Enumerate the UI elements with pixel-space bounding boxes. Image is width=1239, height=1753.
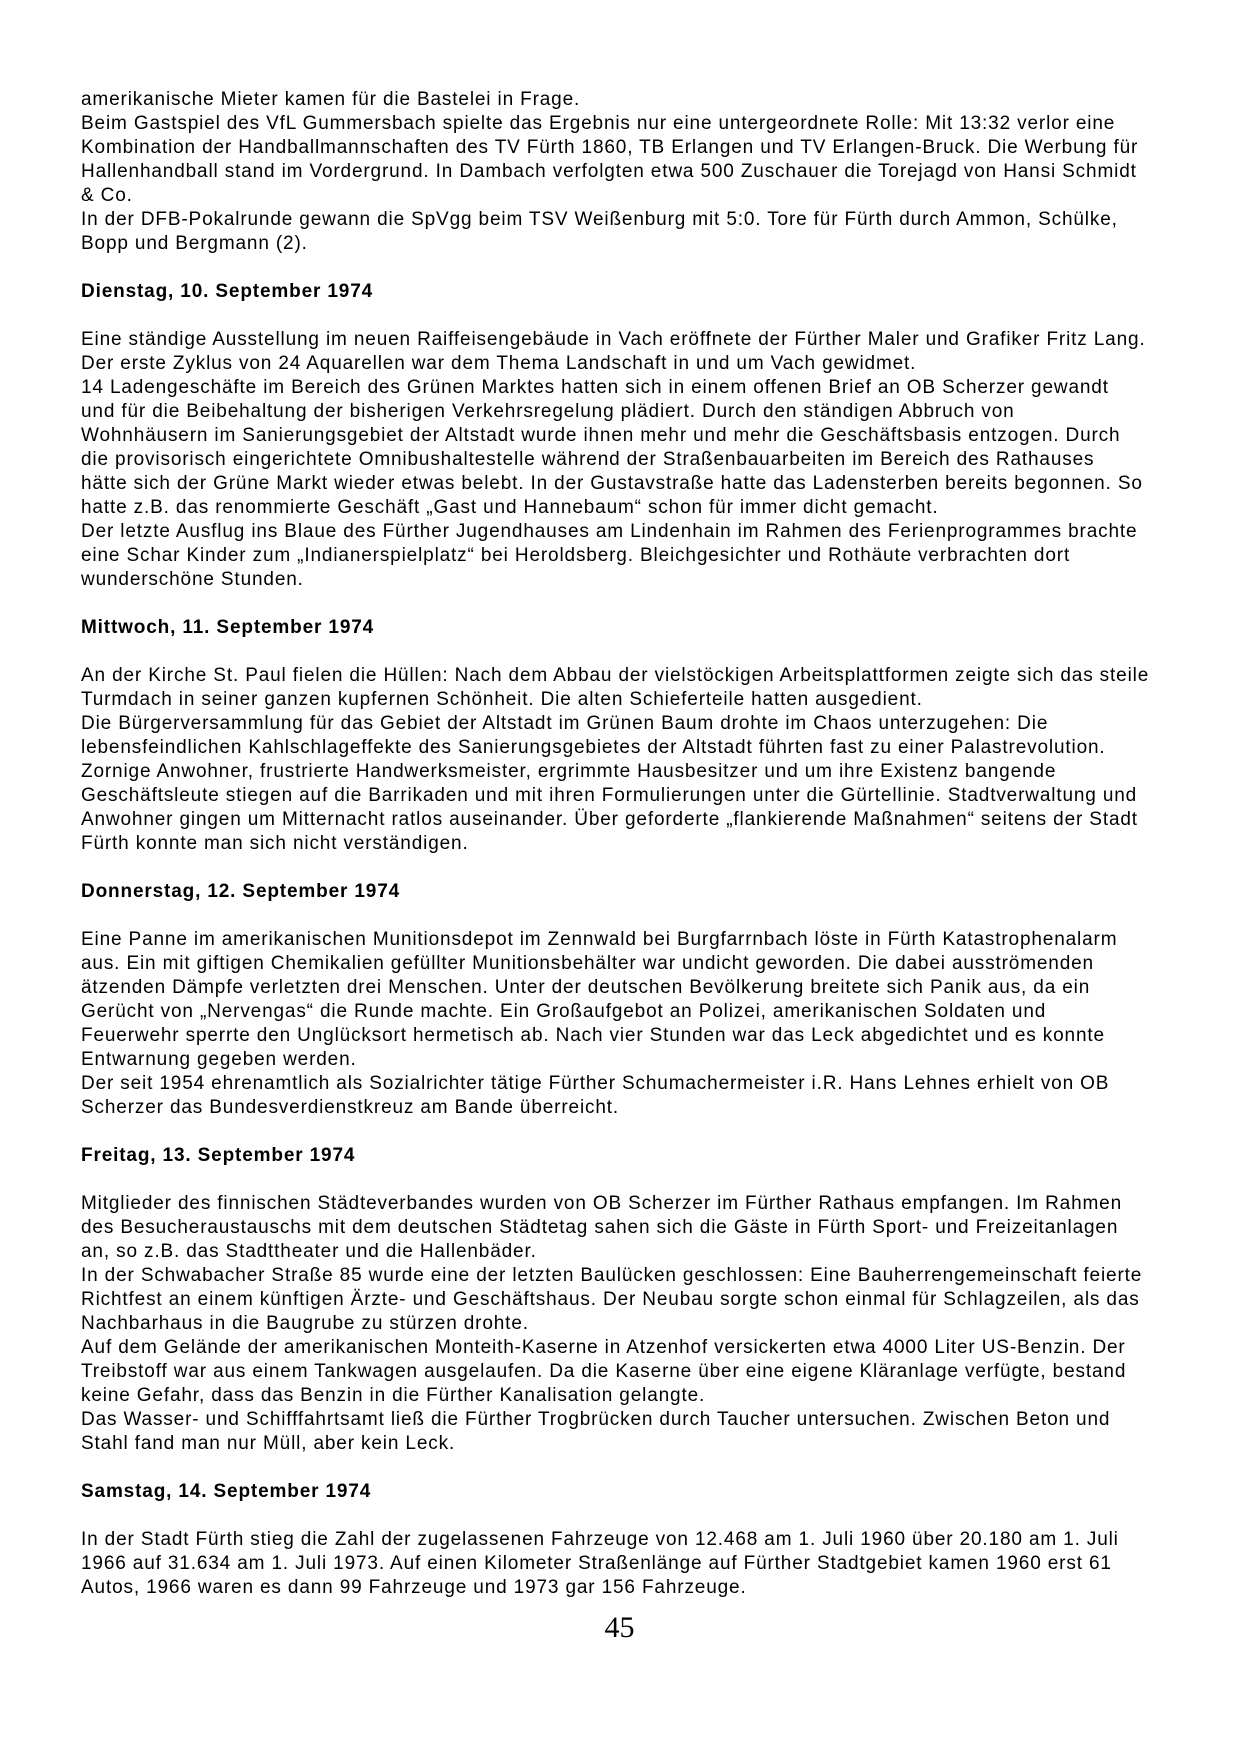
text-line: An der Kirche St. Paul fielen die Hüllen: Nach dem Abbau der vielstöckigen Arbeitsplattformen zeigte sich das steile bbox=[81, 665, 1150, 686]
text-line: eine Schar Kinder zum „Indianerspielplatz“ bei Heroldsberg. Bleichgesichter und Rothäute verbrachten dort bbox=[81, 545, 1071, 566]
text-line: Richtfest an einem künftigen Ärzte- und Geschäftshaus. Der Neubau sorgte schon einmal für Schlagzeilen, als das bbox=[81, 1289, 1140, 1310]
page-content bbox=[81, 88, 1171, 1600]
text-line: Eine Panne im amerikanischen Munitionsdepot im Zennwald bei Burgfarrnbach löste in Fürth Katastrophenalarm bbox=[81, 929, 1118, 950]
text-line: Turmdach in seiner ganzen kupfernen Schönheit. Die alten Schieferteile hatten ausgedient. bbox=[81, 689, 923, 710]
page-number: 45 bbox=[604, 1611, 635, 1644]
text-line: Beim Gastspiel des VfL Gummersbach spielte das Ergebnis nur eine untergeordnete Rolle: Mit 13:32 verlor eine bbox=[81, 113, 1116, 134]
text-line: aus. Ein mit giftigen Chemikalien gefüllter Munitionsbehälter war undicht geworden. Die dabei ausströmenden bbox=[81, 953, 1094, 974]
text-line: In der Schwabacher Straße 85 wurde eine der letzten Baulücken geschlossen: Eine Bauherrengemeinschaft feierte bbox=[81, 1265, 1143, 1286]
text-line: Die Bürgerversammlung für das Gebiet der Altstadt im Grünen Baum drohte im Chaos unterzugehen: Die bbox=[81, 713, 1049, 734]
text-line: Mitglieder des finnischen Städteverbandes wurden von OB Scherzer im Fürther Rathaus empfangen. Im Rahmen bbox=[81, 1193, 1122, 1214]
section-heading: Samstag, 14. September 1974 bbox=[81, 1481, 372, 1502]
text-line: 1966 auf 31.634 am 1. Juli 1973. Auf einen Kilometer Straßenlänge auf Fürther Stadtgebiet kamen 1960 erst 61 bbox=[81, 1553, 1112, 1574]
section-heading: Dienstag, 10. September 1974 bbox=[81, 281, 374, 302]
text-line: Feuerwehr sperrte den Unglücksort hermetisch ab. Nach vier Stunden war das Leck abgedichtet und es konnte bbox=[81, 1025, 1105, 1046]
text-line: Nachbarhaus in die Baugrube zu stürzen drohte. bbox=[81, 1313, 529, 1334]
text-line: wunderschöne Stunden. bbox=[81, 569, 304, 590]
text-line: Gerücht von „Nervengas“ die Runde machte. Ein Großaufgebot an Polizei, amerikanischen Soldaten und bbox=[81, 1001, 1047, 1022]
text-line: Der letzte Ausflug ins Blaue des Fürther Jugendhauses am Lindenhain im Rahmen des Ferienprogrammes brachte bbox=[81, 521, 1138, 542]
text-line: & Co. bbox=[81, 185, 133, 206]
section-heading: Freitag, 13. September 1974 bbox=[81, 1145, 356, 1166]
text-line: Eine ständige Ausstellung im neuen Raiffeisengebäude in Vach eröffnete der Fürther Maler und Grafiker Fritz Lang. bbox=[81, 329, 1146, 350]
text-line: lebensfeindlichen Kahlschlageffekte des Sanierungsgebietes der Altstadt führten fast zu einer Palastrevolution. bbox=[81, 737, 1106, 758]
text-line: amerikanische Mieter kamen für die Bastelei in Frage. bbox=[81, 89, 581, 110]
text-line: hatte z.B. das renommierte Geschäft „Gast und Hannebaum“ schon für immer dicht gemacht. bbox=[81, 497, 939, 518]
text-line: Stahl fand man nur Müll, aber kein Leck. bbox=[81, 1433, 456, 1454]
text-line: Scherzer das Bundesverdienstkreuz am Bande überreicht. bbox=[81, 1097, 620, 1118]
text-line: Entwarnung gegeben werden. bbox=[81, 1049, 357, 1070]
text-line: Der erste Zyklus von 24 Aquarellen war dem Thema Landschaft in und um Vach gewidmet. bbox=[81, 353, 917, 374]
section-heading: Donnerstag, 12. September 1974 bbox=[81, 881, 401, 902]
text-line: Autos, 1966 waren es dann 99 Fahrzeuge und 1973 gar 156 Fahrzeuge. bbox=[81, 1577, 747, 1598]
text-line: Der seit 1954 ehrenamtlich als Sozialrichter tätige Fürther Schumachermeister i.R. Hans Lehnes erhielt von OB bbox=[81, 1073, 1110, 1094]
text-line: Das Wasser- und Schifffahrtsamt ließ die Fürther Trogbrücken durch Taucher untersuchen. Zwischen Beton und bbox=[81, 1409, 1111, 1430]
text-line: Treibstoff war aus einem Tankwagen ausgelaufen. Da die Kaserne über eine eigene Kläranlage verfügte, bestand bbox=[81, 1361, 1127, 1382]
text-line: Geschäftsleute stiegen auf die Barrikaden und mit ihren Formulierungen unter die Gürtellinie. Stadtverwaltung und bbox=[81, 785, 1138, 806]
text-line: und für die Beibehaltung der bisherigen Verkehrsregelung plädiert. Durch den ständigen Abbruch von bbox=[81, 401, 1015, 422]
section-heading: Mittwoch, 11. September 1974 bbox=[81, 617, 375, 638]
text-line: des Besucheraustauschs mit dem deutschen Städtetag sahen sich die Gäste in Fürth Sport- und Freizeitanlagen bbox=[81, 1217, 1119, 1238]
text-line: hätte sich der Grüne Markt wieder etwas belebt. In der Gustavstraße hatte das Ladensterben bereits begonnen. So bbox=[81, 473, 1143, 494]
text-line: Kombination der Handballmannschaften des TV Fürth 1860, TB Erlangen und TV Erlangen-Bruck. Die Werbung für bbox=[81, 137, 1139, 158]
text-line: Zornige Anwohner, frustrierte Handwerksmeister, ergrimmte Hausbesitzer und um ihre Existenz bangende bbox=[81, 761, 1057, 782]
text-line: Hallenhandball stand im Vordergrund. In Dambach verfolgten etwa 500 Zuschauer die Torejagd von Hansi Schmidt bbox=[81, 161, 1137, 182]
text-line: Wohnhäusern im Sanierungsgebiet der Altstadt wurde ihnen mehr und mehr die Geschäftsbasis entzogen. Durch bbox=[81, 425, 1121, 446]
text-line: Anwohner gingen um Mitternacht ratlos auseinander. Über geforderte „flankierende Maßnahmen“ seitens der Stadt bbox=[81, 809, 1138, 830]
text-line: In der DFB-Pokalrunde gewann die SpVgg beim TSV Weißenburg mit 5:0. Tore für Fürth durch Ammon, Schülke, bbox=[81, 209, 1118, 230]
text-line: an, so z.B. das Stadttheater und die Hallenbäder. bbox=[81, 1241, 537, 1262]
text-line: In der Stadt Fürth stieg die Zahl der zugelassenen Fahrzeuge von 12.468 am 1. Juli 1960 über 20.180 am 1. Juli bbox=[81, 1529, 1119, 1550]
text-line: die provisorisch eingerichtete Omnibushaltestelle während der Straßenbauarbeiten im Bereich des Rathauses bbox=[81, 449, 1095, 470]
text-line: ätzenden Dämpfe verletzten drei Menschen. Unter der deutschen Bevölkerung breitete sich Panik aus, da ein bbox=[81, 977, 1091, 998]
text-line: Bopp und Bergmann (2). bbox=[81, 233, 308, 254]
text-line: Fürth konnte man sich nicht verständigen. bbox=[81, 833, 469, 854]
text-line: 14 Ladengeschäfte im Bereich des Grünen Marktes hatten sich in einem offenen Brief an OB Scherzer gewandt bbox=[81, 377, 1109, 398]
text-line: Auf dem Gelände der amerikanischen Monteith-Kaserne in Atzenhof versickerten etwa 4000 Liter US-Benzin. Der bbox=[81, 1337, 1126, 1358]
text-line: keine Gefahr, dass das Benzin in die Fürther Kanalisation gelangte. bbox=[81, 1385, 706, 1406]
